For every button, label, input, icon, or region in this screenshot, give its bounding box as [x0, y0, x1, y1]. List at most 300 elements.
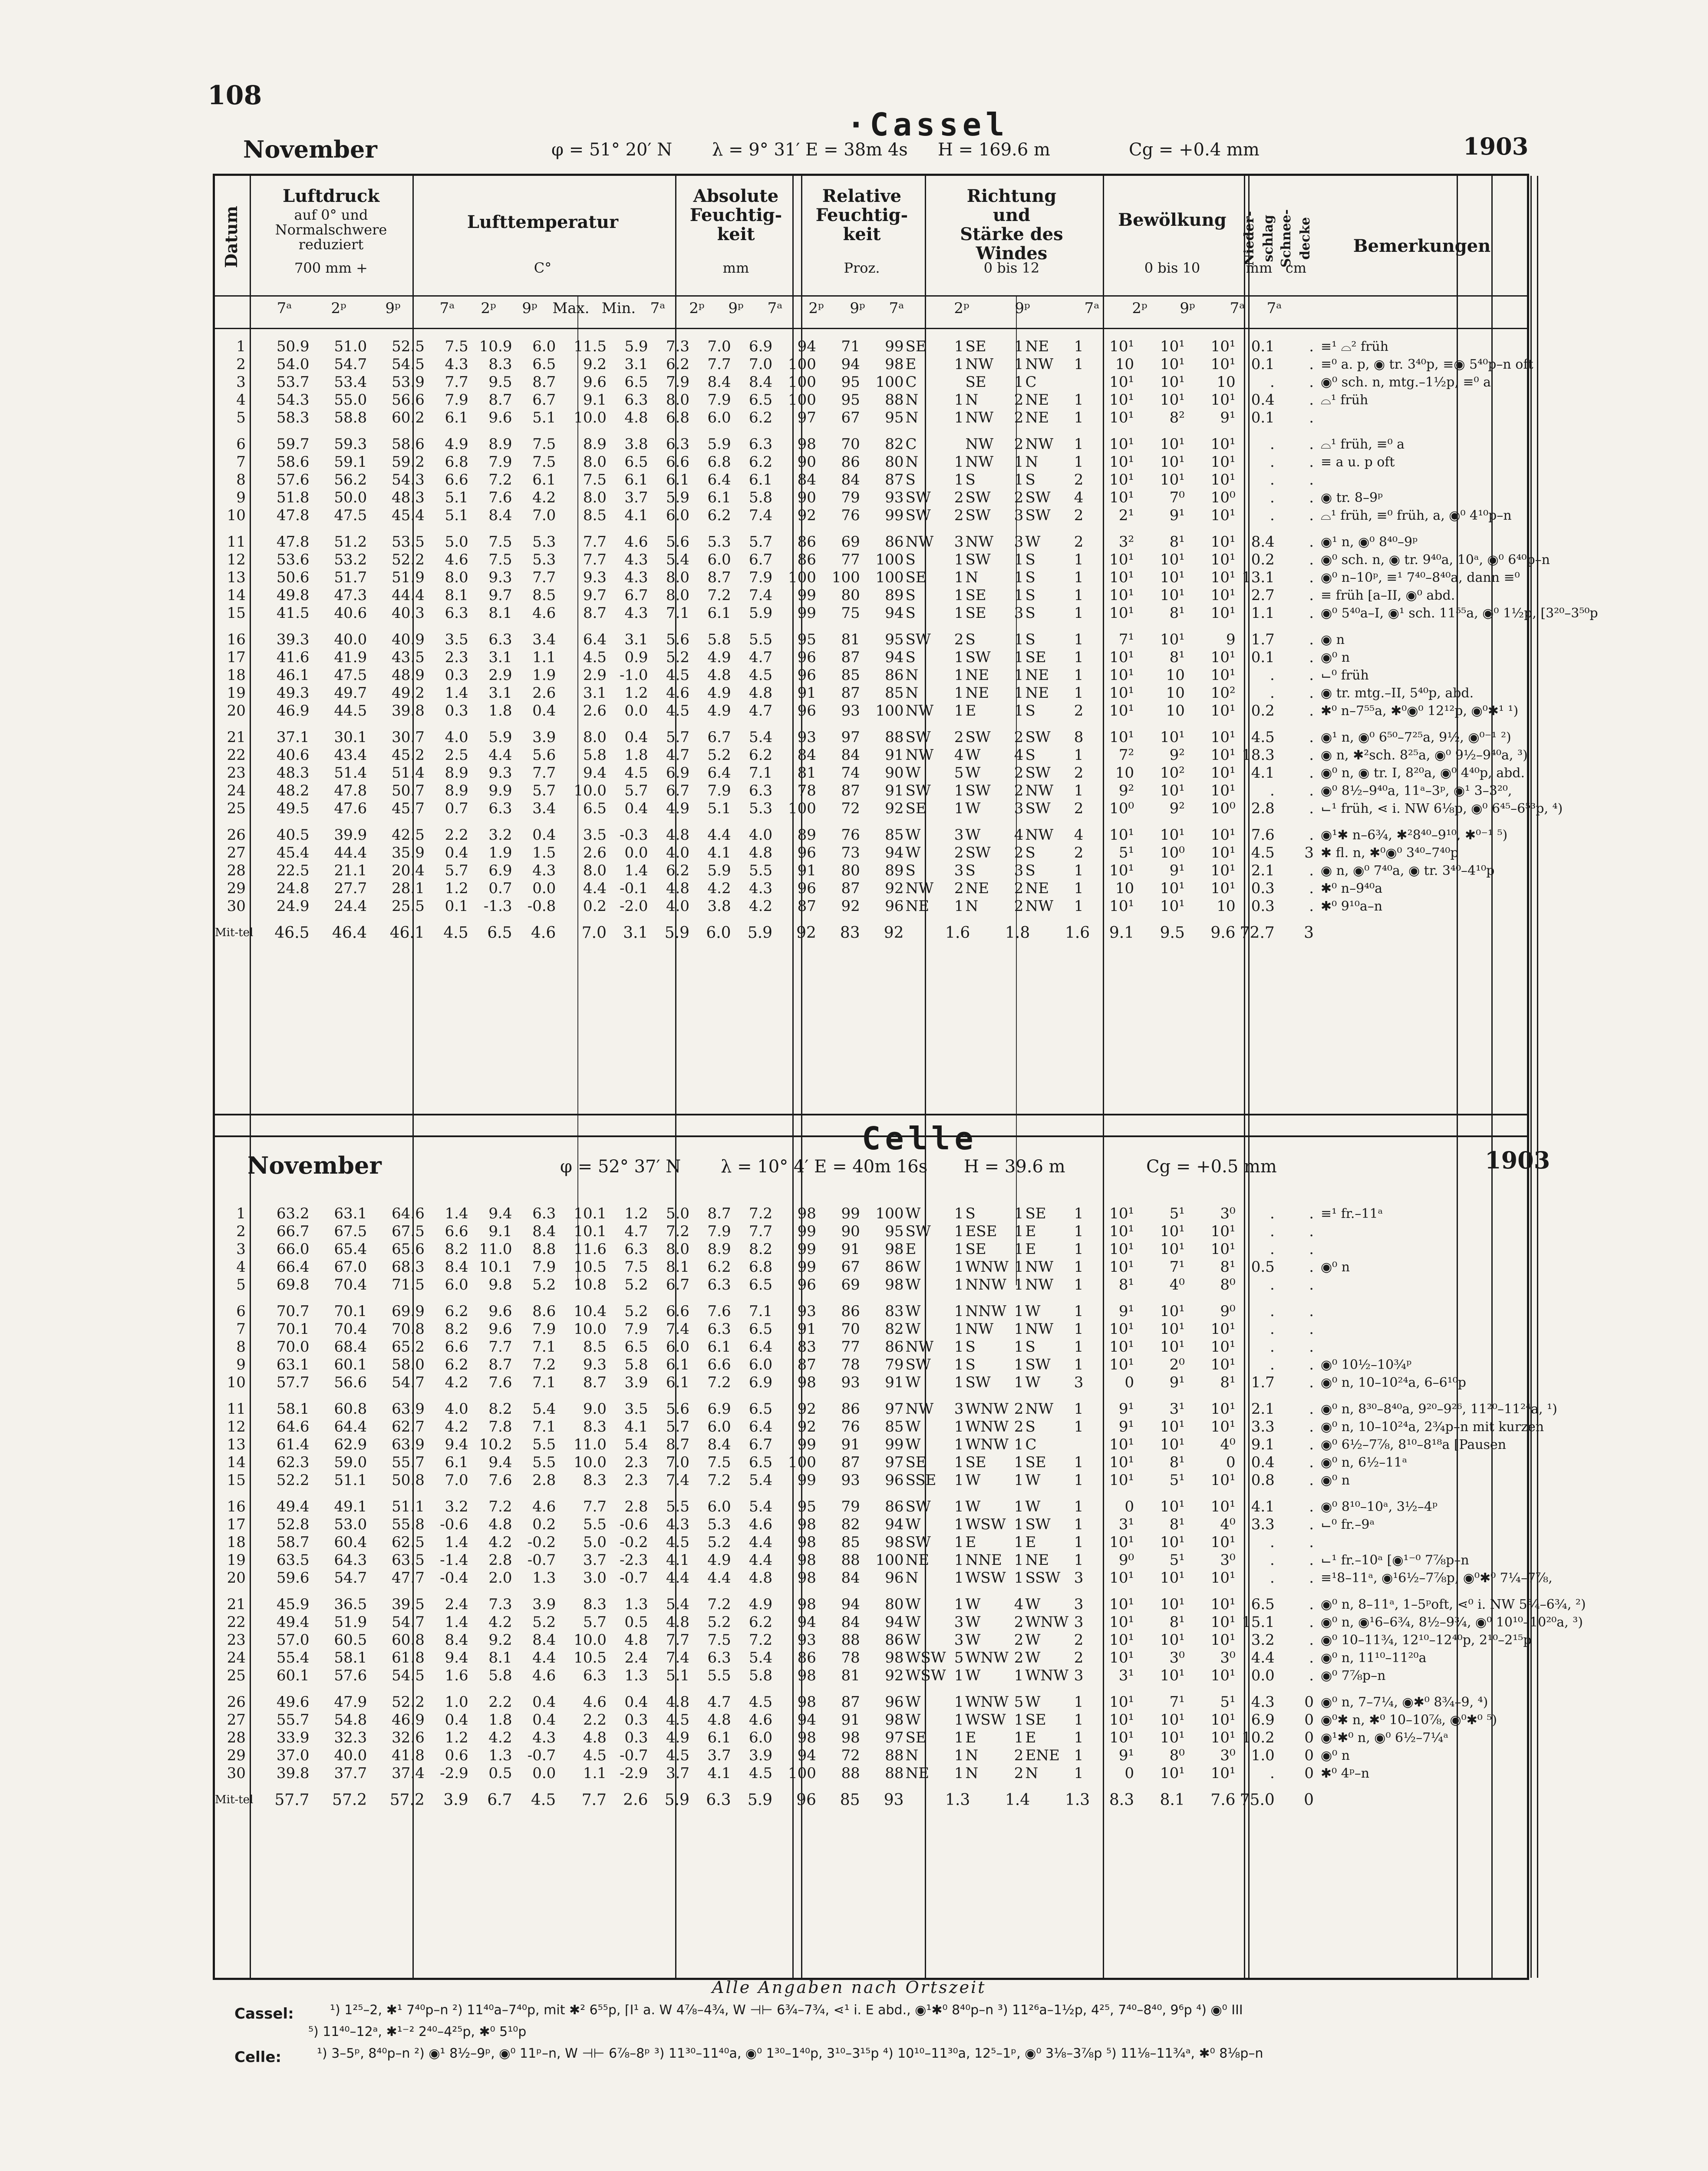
- pressure-cell: 52.2: [276, 1472, 310, 1489]
- wind-direction-cell: NE: [1025, 338, 1049, 355]
- rel-humidity-cell: 75: [841, 604, 860, 622]
- temperature-cell: 9.1: [583, 391, 607, 409]
- header-schneedecke-unit: cm: [1285, 260, 1307, 276]
- day-cell: 13: [227, 1436, 246, 1453]
- wind-force-cell: 2: [1014, 1765, 1024, 1782]
- temperature-cell: 1.8: [624, 746, 648, 764]
- temperature-cell: 7.2: [488, 1498, 512, 1515]
- cloud-cell: 10¹: [1210, 1569, 1236, 1587]
- temperature-cell: 7.7: [583, 533, 607, 551]
- temperature-cell: 9.3: [583, 569, 607, 586]
- pressure-cell: 70.0: [276, 1338, 310, 1356]
- rel-humidity-cell: 82: [841, 1516, 860, 1533]
- remark-cell: ◉¹✱⁰ n, ◉⁰ 6½–7¼ᵃ: [1321, 1730, 1448, 1745]
- wind-direction-cell: NW: [905, 746, 934, 764]
- cloud-cell: 9²: [1118, 782, 1134, 799]
- rel-humidity-cell: 96: [885, 1569, 904, 1587]
- abs-humidity-cell: 4.2: [707, 880, 731, 897]
- temperature-cell: 5.5: [532, 1454, 556, 1471]
- wind-direction-cell: N: [965, 391, 979, 409]
- time-header-cell: 7ᵃ: [889, 300, 904, 317]
- mean-label: Mit-tel: [215, 1793, 254, 1806]
- wind-direction-cell: NW: [965, 436, 994, 453]
- cloud-cell: 10¹: [1210, 1729, 1236, 1746]
- temperature-cell: 7.7: [583, 1498, 607, 1515]
- precipitation-cell: 0.1: [1251, 356, 1275, 373]
- abs-humidity-cell: 7.9: [749, 569, 773, 586]
- rel-humidity-cell: 98: [885, 1649, 904, 1666]
- cloud-cell: 10¹: [1160, 1436, 1185, 1453]
- snow-cover-cell: .: [1309, 1551, 1314, 1569]
- wind-direction-cell: SW: [1025, 507, 1051, 524]
- pressure-cell: 67.5: [334, 1223, 367, 1240]
- table-row: [215, 409, 1530, 427]
- abs-humidity-cell: 6.1: [707, 1338, 731, 1356]
- temperature-cell: 8.6: [532, 1303, 556, 1320]
- cloud-cell: 10¹: [1210, 533, 1236, 551]
- wind-force-cell: 1: [1014, 453, 1024, 471]
- remark-cell: ◉⁰ n, 8³⁰–8⁴⁰a, 9²⁰–9²⁶, 11²⁰–11²⁴a, ¹): [1321, 1402, 1557, 1417]
- wind-direction-cell: W: [905, 1276, 921, 1293]
- rel-humidity-cell: 86: [797, 1649, 816, 1666]
- abs-humidity-cell: 4.5: [749, 1693, 773, 1711]
- cloud-cell: 10¹: [1210, 782, 1236, 799]
- table-row: [215, 622, 1530, 649]
- pressure-cell: 66.0: [276, 1241, 310, 1258]
- wind-direction-cell: S: [905, 862, 916, 879]
- wind-force-cell: 1: [1014, 338, 1024, 355]
- wind-direction-cell: W: [1025, 533, 1041, 551]
- wind-force-cell: 1: [1074, 1498, 1084, 1515]
- wind-direction-cell: SW: [965, 729, 991, 746]
- rel-humidity-cell: 98: [885, 1534, 904, 1551]
- abs-humidity-cell: 8.0: [666, 391, 690, 409]
- snow-cover-cell: .: [1309, 436, 1314, 453]
- abs-humidity-cell: 6.2: [666, 862, 690, 879]
- abs-humidity-cell: 4.3: [666, 1516, 690, 1533]
- rel-humidity-cell: 85: [885, 826, 904, 844]
- temperature-cell: 7.5: [532, 436, 556, 453]
- precipitation-cell: 0.1: [1251, 409, 1275, 426]
- wind-direction-cell: NE: [1025, 1551, 1049, 1569]
- temperature-cell: 6.1: [624, 471, 648, 488]
- remark-cell: [1314, 471, 1530, 489]
- pressure-cell: 46.9: [392, 1711, 425, 1729]
- pressure-cell: 51.1: [392, 1498, 425, 1515]
- abs-humidity-cell: 6.2: [707, 1258, 731, 1276]
- day-cell: 4: [236, 1258, 246, 1276]
- abs-humidity-cell: 6.6: [666, 453, 690, 471]
- wind-force-cell: 1: [1014, 1711, 1024, 1729]
- precipitation-cell: .: [1269, 1205, 1275, 1222]
- temperature-cell: 6.5: [532, 356, 556, 373]
- pressure-cell: 71.5: [392, 1276, 425, 1293]
- snow-cover-cell: .: [1309, 1320, 1314, 1338]
- abs-humidity-cell: 6.2: [666, 356, 690, 373]
- table-row: [215, 338, 1530, 356]
- table-row: [215, 1338, 1530, 1356]
- pressure-cell: 55.4: [276, 1649, 310, 1666]
- cloud-cell: 7¹: [1169, 1693, 1185, 1711]
- rel-humidity-cell: 93: [797, 729, 816, 746]
- temperature-cell: 10.4: [574, 1303, 607, 1320]
- abs-humidity-cell: 5.6: [666, 1400, 690, 1418]
- wind-force-cell: 1: [1074, 1418, 1084, 1435]
- temperature-cell: 9.7: [488, 587, 512, 604]
- wind-force-cell: 4: [954, 746, 964, 764]
- cloud-cell: 5¹: [1169, 1472, 1185, 1489]
- day-cell: 3: [236, 1241, 246, 1258]
- rel-humidity-cell: 100: [788, 1765, 816, 1782]
- wind-force-cell: 1: [954, 1729, 964, 1746]
- temperature-mean: 4.5: [531, 1791, 556, 1809]
- header-relative-3: keit: [843, 224, 881, 244]
- remark-empty: [1314, 1782, 1530, 1809]
- rel-humidity-cell: 92: [885, 880, 904, 897]
- temperature-cell: -2.3: [619, 1551, 648, 1569]
- wind-direction-cell: S: [965, 1338, 976, 1356]
- cloud-cell: 10¹: [1160, 1729, 1185, 1746]
- footer-cassel-line1: ¹) 1²⁵–2, ✱¹ 7⁴⁰p–n ²) 11⁴⁰a–7⁴⁰p, mit ✱² 6⁵⁵p, ⌈Ⅰ¹ a. W 4⅞–4¾, W ⊣⊢ 6¾–7¾, ⋖¹ i. E abd., ◉¹✱⁰ 8⁴⁰p–n ³) 11²⁶a–1½p, 4²⁵, 7⁴⁰–8⁴⁰, 9⁶p ⁴) ◉⁰ III: [330, 2003, 1243, 2018]
- temperature-cell: 0.5: [488, 1765, 512, 1782]
- day-cell: 8: [236, 1338, 246, 1356]
- wind-force-cell: 1: [954, 666, 964, 684]
- cloud-cell: 10¹: [1109, 1569, 1134, 1587]
- cloud-cell: 8¹: [1220, 1374, 1236, 1391]
- abs-humidity-cell: 5.4: [666, 1596, 690, 1613]
- cloud-cell: 9: [1226, 631, 1236, 648]
- header-wind-2: und: [992, 205, 1031, 225]
- temperature-cell: 2.3: [445, 649, 468, 666]
- pressure-cell: 51.4: [392, 764, 425, 782]
- remark-cell: ◉ n, ◉⁰ 7⁴⁰a, ◉ tr. 3⁴⁰–4¹⁰p: [1321, 863, 1495, 878]
- cloud-cell: 7⁰: [1169, 489, 1185, 506]
- wind-direction-cell: NW: [1025, 782, 1054, 799]
- precipitation-cell: 10.2: [1242, 1729, 1275, 1746]
- rel-humidity-cell: 80: [841, 587, 860, 604]
- temperature-cell: 10.0: [574, 409, 607, 426]
- wind-direction-cell: NW: [905, 880, 934, 897]
- wind-direction-cell: W: [965, 1596, 981, 1613]
- cloud-cell: 8¹: [1220, 1258, 1236, 1276]
- abs-humidity-cell: 4.3: [749, 880, 773, 897]
- rel-humidity-cell: 94: [885, 844, 904, 861]
- wind-direction-cell: S: [1025, 569, 1035, 586]
- abs-humidity-cell: 8.4: [707, 373, 731, 391]
- wind-direction-cell: W: [905, 1711, 921, 1729]
- abs-humidity-cell: 6.0: [707, 1498, 731, 1515]
- rel-humidity-cell: 80: [841, 862, 860, 879]
- pressure-cell: 48.3: [392, 489, 425, 506]
- pressure-cell: 42.5: [392, 826, 425, 844]
- table-row: [215, 1454, 1530, 1472]
- table-row: [215, 1685, 1530, 1711]
- temperature-cell: 8.4: [488, 507, 512, 524]
- wind-force-cell: 1: [1014, 1551, 1024, 1569]
- wind-force-cell: 1: [1074, 1472, 1084, 1489]
- remark-cell: ◉⁰ n, ◉¹6–6¾, 8½–9¾, ◉⁰ 10¹⁰–10²⁰a, ³): [1321, 1615, 1583, 1630]
- pressure-cell: 55.0: [334, 391, 367, 409]
- abs-humidity-cell: 6.1: [707, 1729, 731, 1746]
- wind-direction-cell: NW: [965, 409, 994, 426]
- pressure-cell: 30.1: [334, 729, 367, 746]
- cloud-cell: 10¹: [1109, 338, 1134, 355]
- snow-cover-total: 3: [1304, 924, 1314, 942]
- header-absolute-unit: mm: [722, 260, 749, 276]
- temperature-cell: 2.8: [532, 1472, 556, 1489]
- temperature-cell: 6.3: [488, 800, 512, 817]
- temperature-cell: 9.4: [445, 1436, 468, 1453]
- rel-humidity-cell: 93: [841, 1374, 860, 1391]
- wind-direction-cell: W: [1025, 1649, 1041, 1666]
- temperature-cell: 8.0: [583, 729, 607, 746]
- abs-humidity-cell: 4.8: [666, 880, 690, 897]
- remark-cell: ⌙¹ früh, ⋖ i. NW 6⅛p, ◉⁰ 6⁴⁵–6⁵³p, ⁴): [1321, 801, 1563, 816]
- wind-force-cell: 3: [1014, 604, 1024, 622]
- pressure-cell: 53.9: [392, 373, 425, 391]
- temperature-cell: 8.0: [445, 569, 468, 586]
- wind-direction-cell: N: [905, 666, 919, 684]
- wind-force-cell: 2: [1014, 897, 1024, 915]
- wind-direction-cell: S: [965, 1205, 976, 1222]
- cloud-cell: 10¹: [1109, 1693, 1134, 1711]
- table-row: [215, 1551, 1530, 1569]
- table-row: [215, 471, 1530, 489]
- rel-humidity-mean: 93: [884, 1791, 904, 1809]
- day-cell: 16: [227, 631, 246, 648]
- wind-direction-cell: WSW: [965, 1711, 1006, 1729]
- pressure-cell: 49.1: [334, 1498, 367, 1515]
- day-cell: 21: [227, 729, 246, 746]
- rel-humidity-cell: 97: [885, 1454, 904, 1471]
- temperature-cell: 5.8: [583, 746, 607, 764]
- cloud-cell: 10¹: [1210, 1338, 1236, 1356]
- temperature-mean: 3.1: [623, 924, 648, 942]
- pressure-cell: 69.9: [392, 1303, 425, 1320]
- cloud-cell: 10¹: [1210, 471, 1236, 488]
- temperature-cell: 9.3: [488, 569, 512, 586]
- day-cell: 29: [227, 1747, 246, 1764]
- wind-direction-cell: NW: [1025, 897, 1054, 915]
- temperature-cell: 0.4: [445, 1711, 468, 1729]
- rel-humidity-mean: 92: [884, 924, 904, 942]
- rel-humidity-cell: 90: [797, 453, 816, 471]
- wind-force-cell: 1: [954, 1534, 964, 1551]
- abs-humidity-cell: 6.7: [707, 729, 731, 746]
- temperature-cell: 7.9: [488, 453, 512, 471]
- temperature-cell: -0.1: [619, 880, 648, 897]
- temperature-cell: 2.9: [488, 666, 512, 684]
- wind-force-cell: 1: [1014, 1569, 1024, 1587]
- cloud-cell: 9⁰: [1220, 1303, 1236, 1320]
- abs-humidity-cell: 5.5: [707, 1667, 731, 1684]
- precipitation-cell: 15.1: [1242, 1613, 1275, 1631]
- temperature-cell: 5.0: [583, 1534, 607, 1551]
- temperature-cell: 2.3: [624, 1472, 648, 1489]
- pressure-cell: 51.0: [334, 338, 367, 355]
- abs-humidity-cell: 7.0: [666, 1454, 690, 1471]
- temperature-cell: 4.8: [488, 1516, 512, 1533]
- snow-cover-cell: .: [1309, 1454, 1314, 1471]
- pressure-cell: 39.9: [334, 826, 367, 844]
- pressure-cell: 37.1: [276, 729, 310, 746]
- cloud-mean: 7.6: [1210, 1791, 1236, 1809]
- abs-humidity-cell: 7.7: [707, 356, 731, 373]
- wind-direction-cell: S: [905, 649, 916, 666]
- rel-humidity-cell: 83: [885, 1303, 904, 1320]
- day-cell: 15: [227, 1472, 246, 1489]
- temperature-cell: -0.7: [619, 1747, 648, 1764]
- pressure-cell: 49.7: [334, 684, 367, 702]
- rel-humidity-cell: 81: [841, 631, 860, 648]
- wind-direction-cell: W: [1025, 1693, 1041, 1711]
- wind-force-cell: 2: [1014, 1747, 1024, 1764]
- rel-humidity-cell: 86: [841, 453, 860, 471]
- header-bewolkung-unit: 0 bis 10: [1144, 260, 1200, 276]
- wind-direction-cell: W: [1025, 1631, 1041, 1649]
- pressure-cell: 47.8: [276, 533, 310, 551]
- rel-humidity-cell: 74: [841, 764, 860, 782]
- pressure-cell: 37.7: [334, 1765, 367, 1782]
- remark-cell: ≡¹ ⌓² früh: [1321, 339, 1389, 354]
- temperature-cell: 1.4: [445, 1534, 468, 1551]
- rel-humidity-cell: 100: [875, 702, 904, 719]
- abs-humidity-cell: 4.5: [749, 666, 773, 684]
- temperature-cell: 3.1: [624, 356, 648, 373]
- precipitation-cell: 3.3: [1251, 1516, 1275, 1533]
- pressure-cell: 50.7: [392, 782, 425, 799]
- precipitation-total: 75.0: [1240, 1791, 1275, 1809]
- remark-cell: ⌓¹ früh, ≡⁰ a: [1321, 437, 1405, 452]
- remark-cell: ◉⁰ 10–11¾, 12¹⁰–12⁴⁰p, 2¹⁰–2¹⁵p: [1321, 1633, 1532, 1648]
- abs-humidity-cell: 5.7: [749, 533, 773, 551]
- pressure-cell: 45.4: [276, 844, 310, 861]
- cloud-cell: 9¹: [1118, 1400, 1134, 1418]
- table-row: [215, 702, 1530, 720]
- station-name-cassel: ·Cassel: [847, 106, 1009, 143]
- wind-force-cell: 1: [1014, 1320, 1024, 1338]
- table-row: [215, 1631, 1530, 1649]
- day-cell: 24: [227, 782, 246, 799]
- time-header-cell: 2ᵖ: [1132, 300, 1147, 317]
- pressure-cell: 46.9: [276, 702, 310, 719]
- mean-label: Mit-tel: [215, 926, 254, 939]
- wind-direction-cell: ESE: [965, 1223, 997, 1240]
- abs-humidity-cell: 6.0: [707, 551, 731, 568]
- temperature-cell: 3.7: [583, 1551, 607, 1569]
- temperature-cell: 3.4: [532, 800, 556, 817]
- wind-mean: 1.8: [1005, 924, 1030, 942]
- precipitation-cell: .: [1269, 1569, 1275, 1587]
- pressure-cell: 53.2: [334, 551, 367, 568]
- precipitation-cell: 1.7: [1251, 1374, 1275, 1391]
- temperature-cell: 4.6: [445, 551, 468, 568]
- wind-force-cell: 1: [1014, 1454, 1024, 1471]
- cloud-cell: 10¹: [1210, 1765, 1236, 1782]
- temperature-cell: 8.5: [532, 587, 556, 604]
- pressure-cell: 25.5: [392, 897, 425, 915]
- snow-cover-cell: .: [1309, 1374, 1314, 1391]
- abs-humidity-cell: 6.3: [749, 782, 773, 799]
- remark-cell: ⌙⁰ fr.–9ᵃ: [1321, 1517, 1375, 1532]
- table-row: [215, 507, 1530, 525]
- abs-humidity-cell: 3.8: [707, 897, 731, 915]
- pressure-cell: 22.5: [276, 862, 310, 879]
- wind-direction-cell: WSW: [965, 1516, 1006, 1533]
- cloud-cell: 10⁰: [1109, 800, 1134, 817]
- remark-cell: ◉ n: [1321, 632, 1345, 647]
- rel-humidity-cell: 99: [797, 1241, 816, 1258]
- wind-force-cell: 1: [1014, 666, 1024, 684]
- precipitation-cell: .: [1269, 1223, 1275, 1240]
- abs-humidity-cell: 7.1: [749, 764, 773, 782]
- snow-cover-cell: .: [1309, 666, 1314, 684]
- table-row: [215, 1320, 1530, 1338]
- temperature-cell: 6.3: [624, 391, 648, 409]
- pressure-cell: 47.7: [392, 1569, 425, 1587]
- abs-humidity-mean: 5.9: [664, 1791, 690, 1809]
- abs-humidity-cell: 5.0: [666, 1205, 690, 1222]
- pressure-cell: 60.4: [334, 1534, 367, 1551]
- wind-mean: 1.3: [1065, 1791, 1090, 1809]
- temperature-cell: 5.3: [532, 533, 556, 551]
- rel-humidity-cell: 99: [797, 604, 816, 622]
- temperature-cell: 1.2: [624, 1205, 648, 1222]
- cloud-cell: 10¹: [1160, 1667, 1185, 1684]
- day-cell: 3: [236, 373, 246, 391]
- pressure-cell: 39.3: [276, 631, 310, 648]
- rel-humidity-cell: 94: [885, 604, 904, 622]
- longitude-celle: λ = 10° 4′ E = 40m 16s: [721, 1157, 928, 1177]
- wind-direction-cell: SW: [905, 729, 931, 746]
- temperature-cell: 8.9: [445, 782, 468, 799]
- temperature-cell: 6.5: [583, 800, 607, 817]
- day-cell: 15: [227, 604, 246, 622]
- rel-humidity-cell: 91: [885, 1374, 904, 1391]
- temperature-cell: 8.1: [488, 604, 512, 622]
- temperature-cell: 5.7: [445, 862, 468, 879]
- wind-direction-cell: WNW: [965, 1400, 1009, 1418]
- wind-direction-cell: NE: [1025, 666, 1049, 684]
- cloud-cell: 5¹: [1118, 844, 1134, 861]
- day-cell: 27: [227, 1711, 246, 1729]
- table-row: [215, 551, 1530, 569]
- wind-force-cell: 1: [1074, 1205, 1084, 1222]
- time-header-cell: 2ᵖ: [689, 300, 705, 317]
- remark-cell: ≡ a u. p oft: [1321, 455, 1395, 470]
- wind-direction-cell: W: [1025, 1596, 1041, 1613]
- abs-humidity-cell: 4.0: [666, 844, 690, 861]
- abs-humidity-cell: 6.7: [749, 1436, 773, 1453]
- rel-humidity-cell: 100: [875, 1551, 904, 1569]
- table-row: [215, 649, 1530, 666]
- cloud-cell: 8⁰: [1220, 1276, 1236, 1293]
- temperature-cell: 8.4: [532, 1223, 556, 1240]
- wind-force-cell: 1: [1074, 1303, 1084, 1320]
- pressure-cell: 63.1: [334, 1205, 367, 1222]
- wind-direction-cell: N: [905, 1747, 919, 1764]
- temperature-cell: 8.9: [445, 764, 468, 782]
- pressure-cell: 58.1: [334, 1649, 367, 1666]
- temperature-cell: 0.5: [624, 1613, 648, 1631]
- pressure-cell: 70.1: [334, 1303, 367, 1320]
- temperature-cell: 3.5: [445, 631, 468, 648]
- temperature-cell: 10.8: [574, 1276, 607, 1293]
- cloud-cell: 0: [1124, 1765, 1134, 1782]
- cloud-cell: 8¹: [1169, 1516, 1185, 1533]
- wind-force-cell: 2: [1014, 1649, 1024, 1666]
- wind-force-cell: 2: [954, 507, 964, 524]
